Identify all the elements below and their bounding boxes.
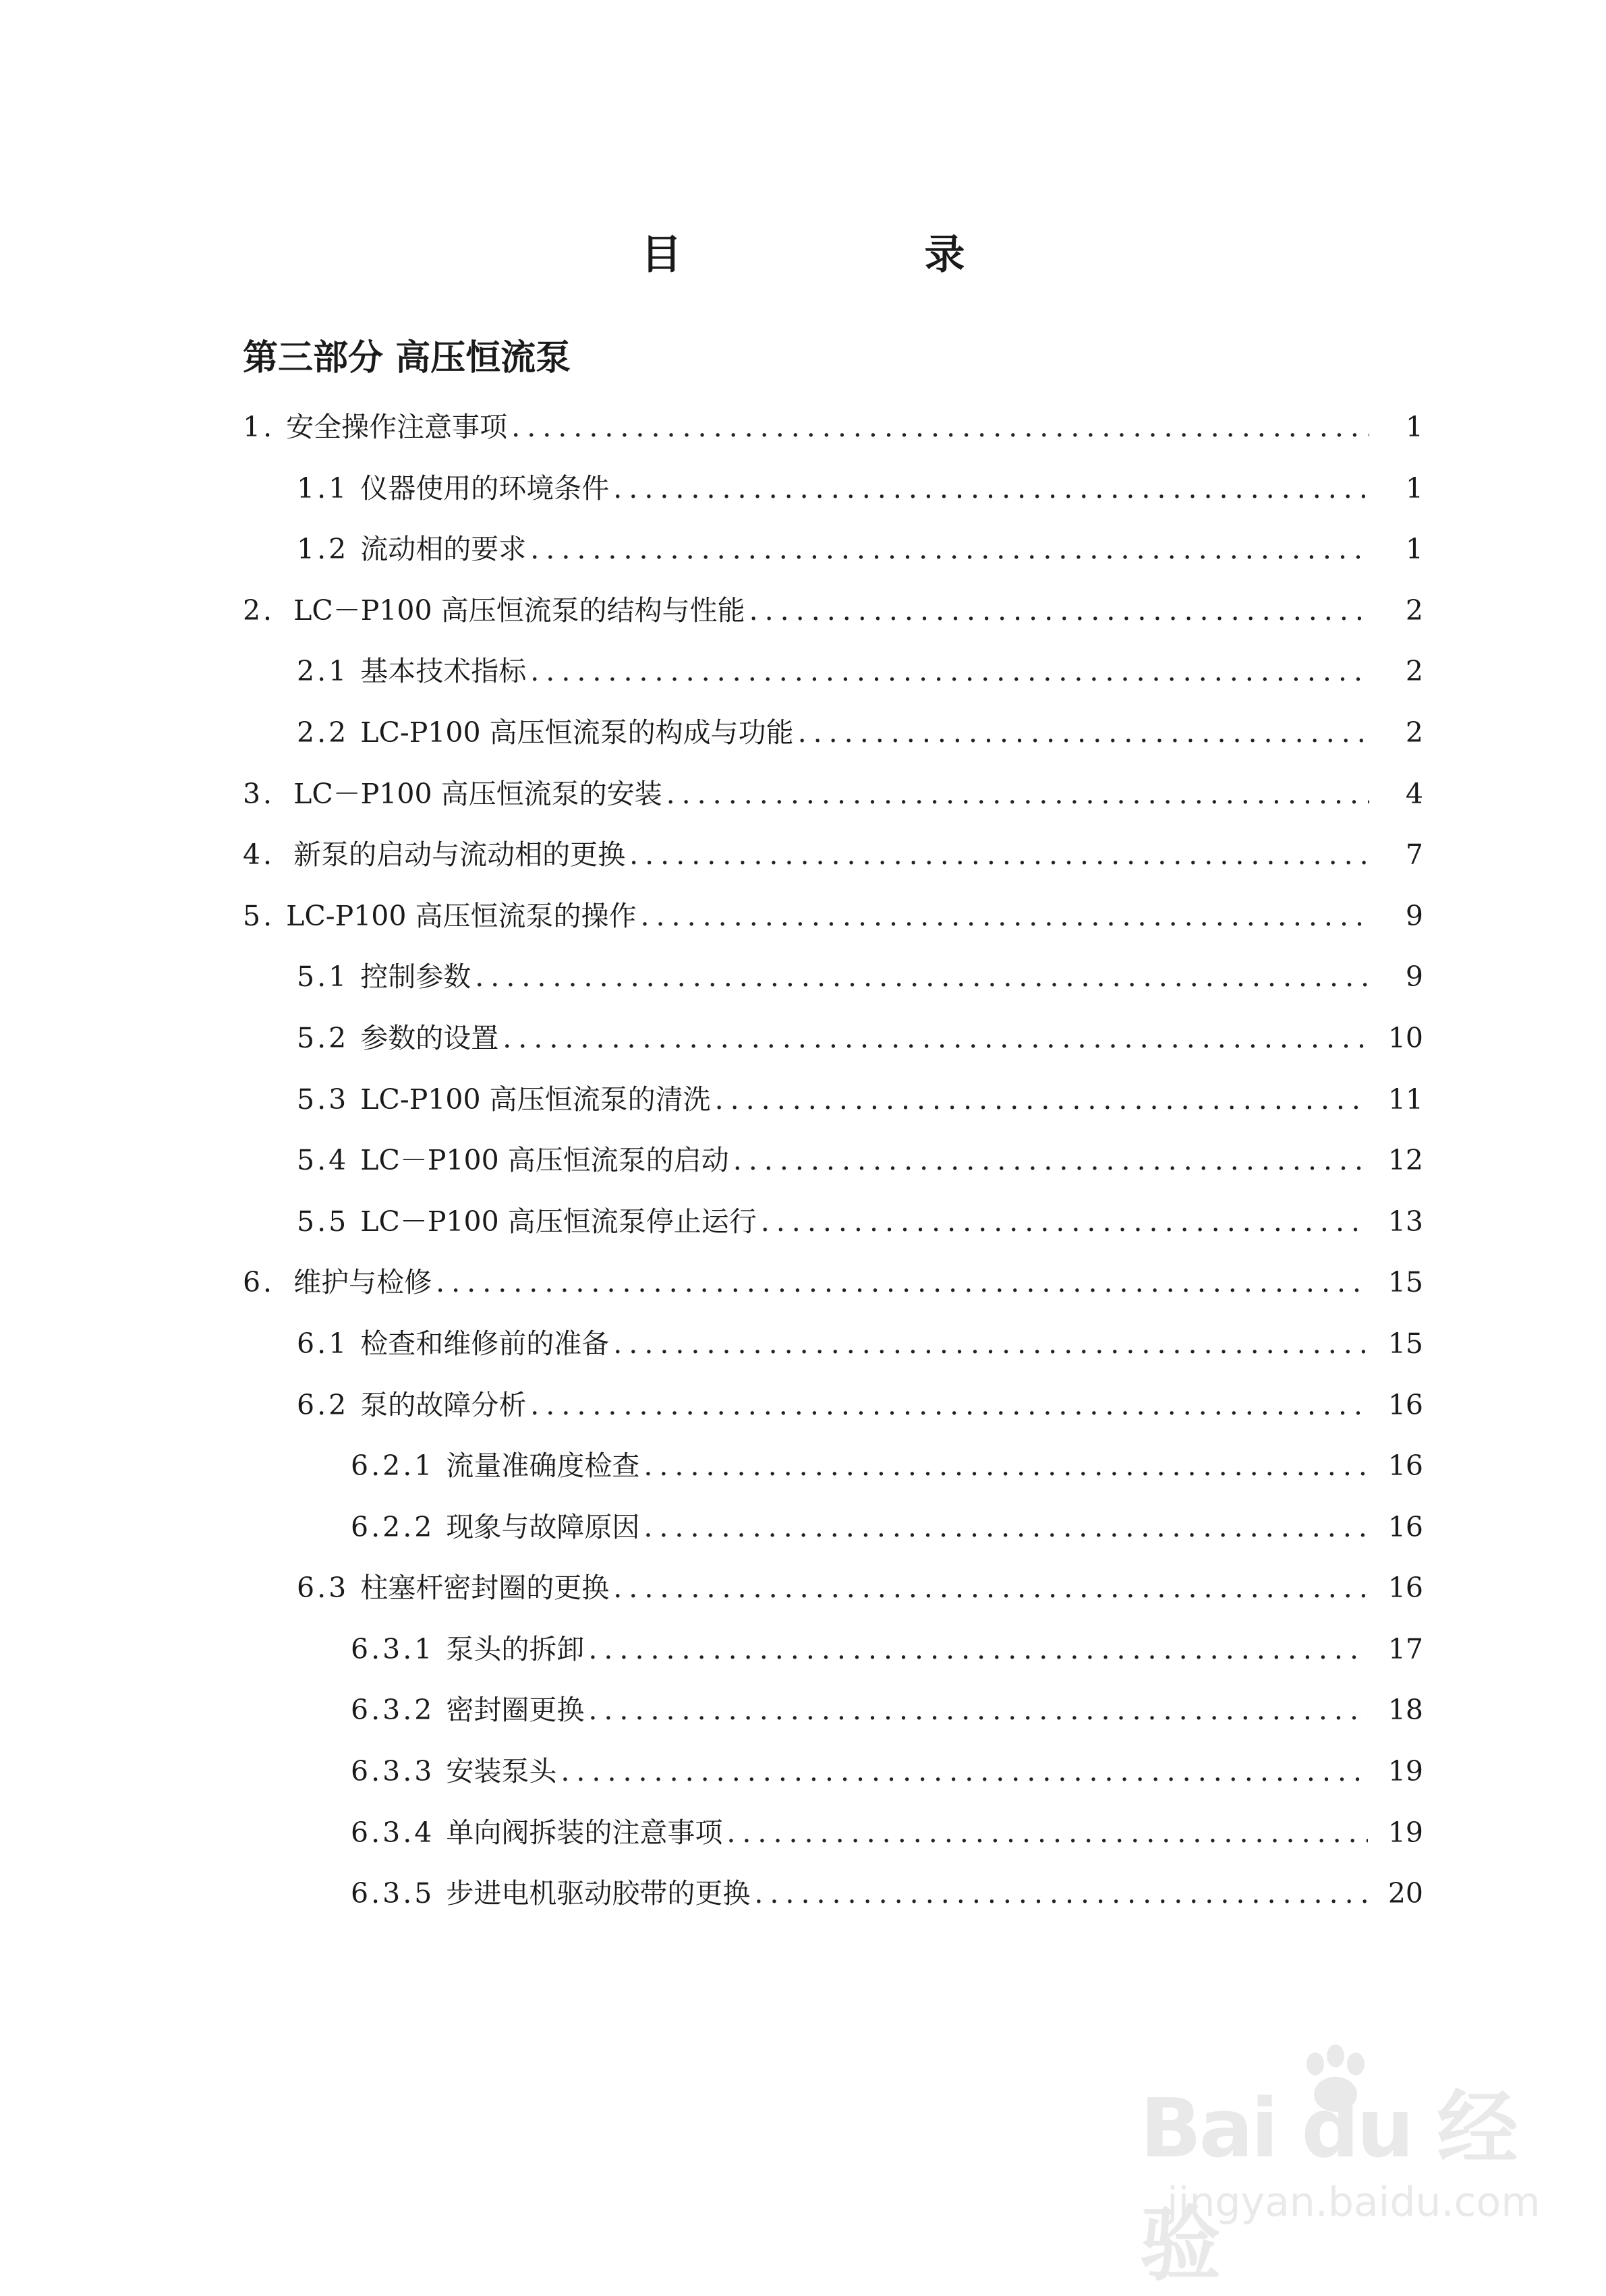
toc-entry-4[interactable] (243, 832, 1423, 894)
toc-page-number: 19 (1387, 1755, 1423, 1788)
toc-entry-6-3[interactable] (243, 1566, 1423, 1627)
toc-title: 检查和维修前的准备 (360, 1327, 610, 1360)
toc-entry-5-1[interactable] (243, 954, 1423, 1016)
toc-dot-leader (761, 1205, 1368, 1238)
toc-entry-5-2[interactable] (243, 1016, 1423, 1077)
toc-entry-2-1[interactable] (243, 649, 1423, 710)
toc-entry-6-3-2[interactable] (243, 1688, 1423, 1749)
toc-title: LC-P100 高压恒流泵的构成与功能 (360, 716, 794, 749)
toc-number: 5.5 (297, 1205, 361, 1238)
toc-number: 1.1 (297, 471, 361, 505)
toc-number: 6.3 (297, 1572, 361, 1605)
toc-entry-2-2[interactable] (243, 710, 1423, 772)
toc-entry-6-2-2[interactable] (243, 1505, 1423, 1566)
toc-number: 2.2 (297, 716, 361, 749)
toc-number: 5. (243, 899, 287, 932)
toc-dot-leader (530, 655, 1369, 687)
toc-number: 6． (243, 1266, 294, 1299)
toc-number: 5.1 (297, 960, 361, 994)
toc-entry-6-1[interactable] (243, 1321, 1423, 1383)
toc-number: 5.4 (297, 1144, 361, 1177)
toc-title: 维护与检修 (293, 1266, 432, 1299)
toc-page-number: 16 (1387, 1572, 1423, 1605)
toc-title: 控制参数 (360, 960, 471, 994)
watermark-url: jingyan.baidu.com (1167, 2179, 1541, 2226)
toc-dot-leader (643, 1450, 1367, 1482)
toc-number: 1.2 (297, 533, 361, 566)
toc-number: 4． (243, 838, 294, 871)
toc-page-number: 20 (1387, 1877, 1423, 1910)
toc-entry-6-3-5[interactable] (243, 1871, 1423, 1932)
toc-title: 流动相的要求 (360, 533, 527, 566)
toc-page-number: 11 (1387, 1083, 1423, 1116)
toc-dot-leader (561, 1755, 1367, 1787)
toc-entry-5-4[interactable] (243, 1138, 1423, 1199)
toc-dot-leader (588, 1633, 1367, 1665)
toc-title: 参数的设置 (360, 1021, 499, 1054)
toc-number: 1. (243, 411, 287, 443)
toc-entry-5[interactable] (243, 894, 1423, 955)
toc-entry-6[interactable] (243, 1260, 1423, 1321)
toc-page-number: 4 (1405, 777, 1423, 810)
toc-page-number: 17 (1387, 1632, 1423, 1665)
toc-entry-6-3-1[interactable] (243, 1627, 1423, 1688)
table-of-contents (243, 405, 1423, 1932)
toc-number: 6.3.2 (351, 1694, 447, 1727)
toc-number: 6.3.3 (351, 1755, 447, 1788)
toc-number: 2． (243, 594, 294, 627)
toc-page-number: 10 (1387, 1021, 1423, 1054)
toc-title: LC－P100 高压恒流泵的结构与性能 (293, 594, 745, 627)
toc-dot-leader (613, 1327, 1368, 1360)
toc-dot-leader (643, 1511, 1367, 1543)
toc-entry-6-3-4[interactable] (243, 1810, 1423, 1872)
toc-page-number: 19 (1387, 1816, 1423, 1849)
toc-dot-leader (436, 1266, 1368, 1298)
toc-entry-5-5[interactable] (243, 1199, 1423, 1261)
toc-entry-3[interactable] (243, 772, 1423, 833)
watermark-logo-text: Bai du 经验 (1140, 2082, 1516, 2292)
toc-dot-leader (754, 1877, 1367, 1910)
toc-title: 流量准确度检查 (446, 1450, 640, 1483)
toc-page-number: 15 (1387, 1327, 1423, 1360)
toc-title: 泵的故障分析 (360, 1388, 527, 1421)
toc-number: 6.3.4 (351, 1816, 447, 1849)
toc-entry-6-2-1[interactable] (243, 1443, 1423, 1505)
toc-page-number: 2 (1405, 716, 1423, 749)
toc-dot-leader (530, 1389, 1368, 1421)
toc-title: LC-P100 高压恒流泵的操作 (286, 899, 637, 932)
toc-title: 密封圈更换 (446, 1694, 585, 1727)
toc-dot-leader (530, 533, 1369, 565)
toc-number: 6.2 (297, 1388, 361, 1421)
toc-number: 6.2.1 (351, 1450, 447, 1483)
toc-title: 新泵的启动与流动相的更换 (293, 838, 626, 871)
toc-dot-leader (613, 1572, 1368, 1604)
toc-dot-leader (798, 716, 1369, 749)
toc-page-number: 1 (1405, 533, 1423, 566)
toc-dot-leader (733, 1144, 1368, 1176)
toc-number: 5.2 (297, 1021, 361, 1054)
page-title: 目 录 (641, 231, 1066, 279)
toc-page-number: 9 (1405, 960, 1423, 994)
toc-number: 3． (243, 777, 294, 810)
toc-dot-leader (503, 1022, 1368, 1054)
toc-page-number: 7 (1405, 838, 1423, 871)
toc-entry-1[interactable] (243, 405, 1423, 466)
toc-title: LC－P100 高压恒流泵停止运行 (360, 1205, 757, 1238)
toc-number: 5.3 (297, 1083, 361, 1116)
toc-dot-leader (715, 1083, 1368, 1116)
toc-title: 泵头的拆卸 (446, 1632, 585, 1665)
toc-dot-leader (613, 472, 1369, 505)
toc-entry-1-1[interactable] (243, 466, 1423, 527)
toc-dot-leader (640, 900, 1369, 932)
toc-number: 2.1 (297, 655, 361, 688)
toc-page-number: 15 (1387, 1266, 1423, 1299)
section-heading: 第三部分 高压恒流泵 (243, 338, 571, 378)
toc-title: LC－P100 高压恒流泵的安装 (293, 777, 662, 810)
toc-dot-leader (511, 411, 1369, 443)
toc-entry-2[interactable] (243, 588, 1423, 650)
toc-entry-6-2[interactable] (243, 1383, 1423, 1444)
toc-number: 6.3.5 (351, 1877, 447, 1910)
toc-number: 6.1 (297, 1327, 361, 1360)
toc-dot-leader (629, 838, 1369, 871)
toc-page-number: 16 (1387, 1510, 1423, 1543)
toc-title: 仪器使用的环境条件 (360, 471, 610, 505)
toc-page-number: 9 (1405, 899, 1423, 932)
toc-page-number: 12 (1387, 1144, 1423, 1177)
toc-title: 单向阀拆装的注意事项 (446, 1816, 723, 1849)
toc-page-number: 16 (1387, 1388, 1423, 1421)
toc-number: 6.3.1 (351, 1632, 447, 1665)
toc-number: 6.2.2 (351, 1510, 447, 1543)
toc-title: 安全操作注意事项 (286, 411, 508, 443)
toc-page-number: 1 (1405, 411, 1423, 443)
toc-page-number: 2 (1405, 655, 1423, 688)
toc-title: 安装泵头 (446, 1755, 557, 1788)
toc-dot-leader (588, 1694, 1367, 1726)
toc-dot-leader (666, 778, 1369, 810)
toc-entry-6-3-3[interactable] (243, 1749, 1423, 1810)
toc-title: 基本技术指标 (360, 655, 527, 688)
toc-title: LC-P100 高压恒流泵的清洗 (360, 1083, 711, 1116)
toc-title: 步进电机驱动胶带的更换 (446, 1877, 751, 1910)
toc-entry-1-2[interactable] (243, 527, 1423, 588)
toc-page-number: 16 (1387, 1450, 1423, 1483)
toc-page-number: 2 (1405, 594, 1423, 627)
toc-title: 柱塞杆密封圈的更换 (360, 1572, 610, 1605)
toc-title: LC－P100 高压恒流泵的启动 (360, 1144, 729, 1177)
toc-page-number: 18 (1387, 1694, 1423, 1727)
baidu-jingyan-watermark (1140, 2044, 1541, 2292)
toc-page-number: 1 (1405, 471, 1423, 505)
toc-dot-leader (749, 594, 1369, 627)
toc-page-number: 13 (1387, 1205, 1423, 1238)
toc-entry-5-3[interactable] (243, 1077, 1423, 1139)
toc-dot-leader (726, 1816, 1367, 1849)
toc-title: 现象与故障原因 (446, 1510, 640, 1543)
toc-dot-leader (475, 960, 1369, 993)
